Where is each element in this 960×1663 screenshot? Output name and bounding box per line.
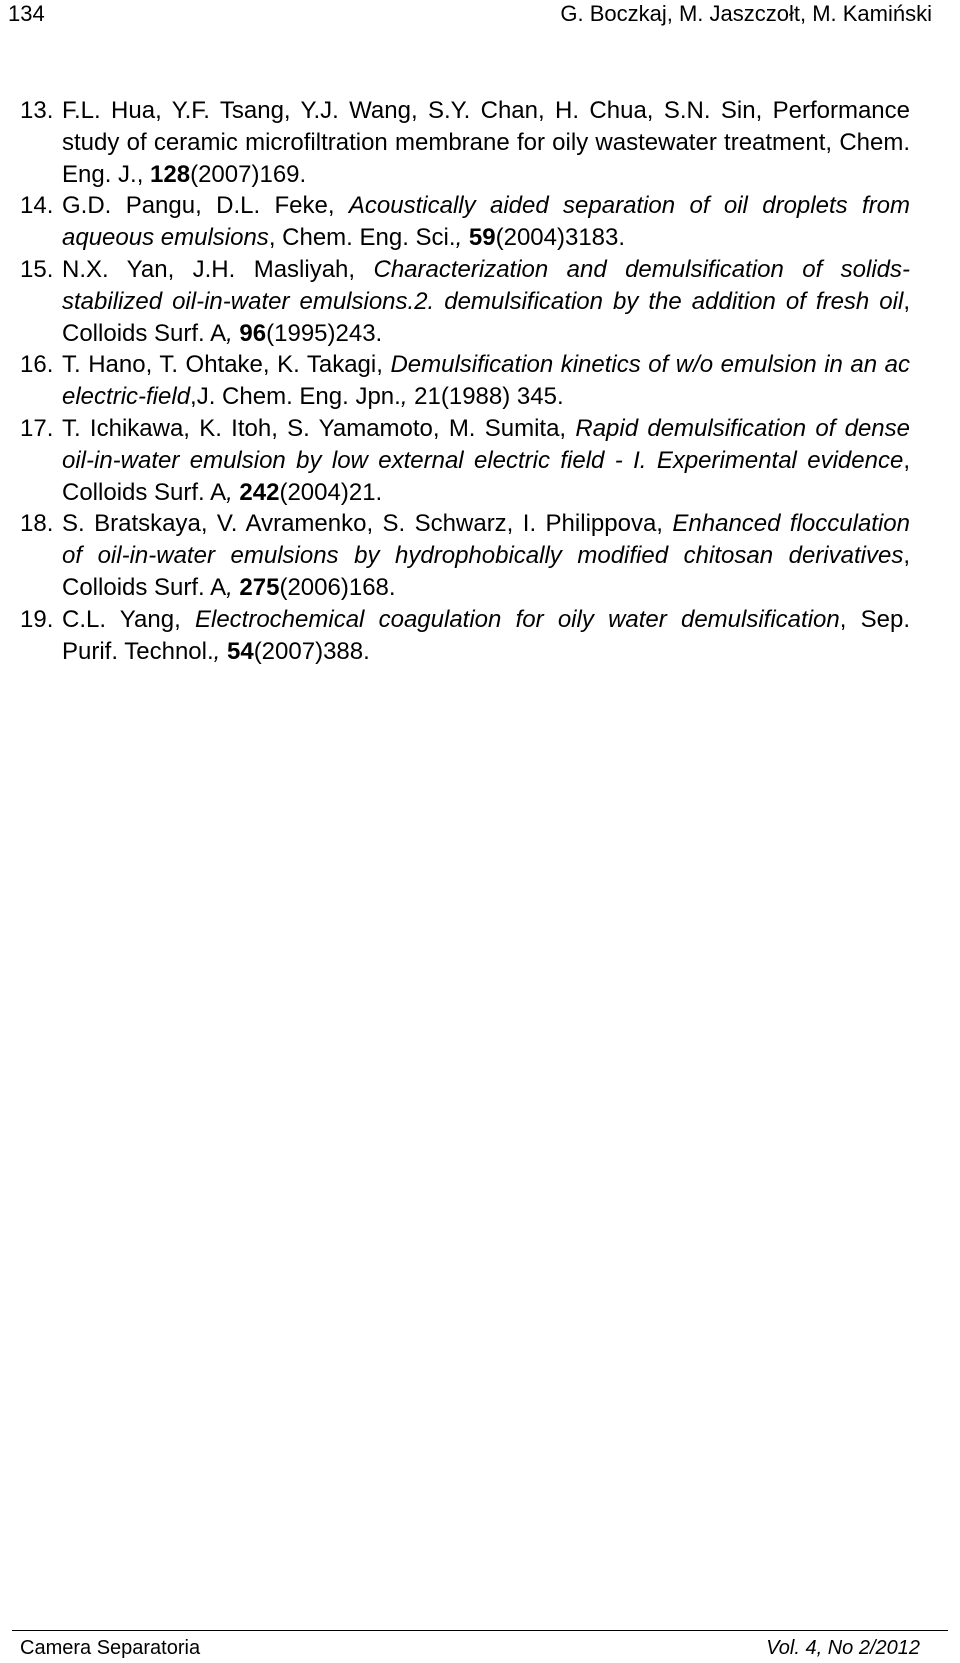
reference-text-segment: Rapid demulsification of dense oil-in-water emulsion by low external electric field - I. Experimental evidence <box>62 414 911 474</box>
reference-text <box>62 606 910 665</box>
reference-item <box>20 190 910 254</box>
reference-text-segment: 275 <box>239 573 280 601</box>
reference-text-segment: 21(1988) 345. <box>414 383 564 411</box>
reference-text-segment: , Colloids Surf. A <box>62 542 910 601</box>
reference-text-segment: Enhanced flocculation of oil-in-water emulsions by hydrophobically modified chitosan derivatives <box>62 510 911 570</box>
reference-text-segment: Demulsification kinetics of w/o emulsion in an ac electric-field <box>62 351 910 411</box>
reference-text <box>62 510 910 601</box>
reference-text-segment: F.L. Hua, Y.F. Tsang, Y.J. Wang, S.Y. Chan, H. Chua, S.N. Sin, Performance study of ceramic microfiltration membrane for oily wastewater treatment, Chem. Eng. J., <box>62 97 910 188</box>
reference-text-segment: , <box>455 224 469 252</box>
reference-text-segment: C.L. Yang, <box>62 605 195 633</box>
reference-text-segment: , <box>400 383 415 411</box>
reference-text-segment: , <box>226 573 240 601</box>
reference-item <box>20 95 910 190</box>
reference-text-segment: 96 <box>239 319 267 347</box>
reference-text-segment: T. Hano, T. Ohtake, K. Takagi, <box>62 351 391 379</box>
reference-text-segment: (2007)169. <box>190 160 307 188</box>
reference-item <box>20 604 910 668</box>
reference-text <box>62 256 910 347</box>
reference-text <box>62 192 910 251</box>
running-head-authors: G. Boczkaj, M. Jaszczołt, M. Kamiński <box>560 1 932 26</box>
reference-text-segment: , Sep. Purif. Technol. <box>62 605 910 665</box>
reference-number: 13. <box>20 97 54 124</box>
reference-text <box>62 97 910 188</box>
reference-item <box>20 413 910 508</box>
reference-text-segment: T. Ichikawa, K. Itoh, S. Yamamoto, M. Sumita, <box>62 414 576 442</box>
reference-text-segment: 242 <box>239 478 280 506</box>
footer-volume: Vol. 4, No 2/2012 <box>766 1637 920 1659</box>
reference-text-segment: , Colloids Surf. A <box>62 446 910 506</box>
reference-list <box>20 95 910 667</box>
reference-number: 16. <box>20 351 54 379</box>
reference-text-segment: G.D. Pangu, D.L. Feke, <box>62 192 349 220</box>
footer-rule <box>12 1630 948 1631</box>
reference-text <box>62 351 910 410</box>
reference-item <box>20 508 910 603</box>
reference-text-segment: (2004)21. <box>279 478 383 506</box>
reference-text-segment: ,J. Chem. Eng. Jpn. <box>190 383 401 411</box>
reference-text-segment: (2007)388. <box>253 637 370 665</box>
reference-number: 19. <box>20 605 54 633</box>
reference-text-segment: , <box>213 637 227 665</box>
reference-text <box>62 415 910 506</box>
reference-number: 17. <box>20 414 54 442</box>
reference-text-segment: 128 <box>150 160 191 188</box>
reference-text-segment: , <box>226 478 240 506</box>
reference-text-segment: (2006)168. <box>279 573 396 601</box>
reference-text-segment: Characterization and demulsification of solids-stabilized oil-in-water emulsions.2. demulsification by the addition of fresh oil <box>62 255 910 315</box>
reference-text-segment: 59 <box>468 224 496 252</box>
reference-text-segment: N.X. Yan, J.H. Masliyah, <box>62 255 374 283</box>
reference-text-segment: Acoustically aided separation of oil droplets from aqueous emulsions <box>62 192 910 252</box>
reference-number: 18. <box>20 510 54 538</box>
reference-text-segment: S. Bratskaya, V. Avramenko, S. Schwarz, I. Philippova, <box>62 510 673 538</box>
reference-text-segment: Electrochemical coagulation for oily water demulsification <box>194 605 840 633</box>
footer-journal-name: Camera Separatoria <box>20 1637 201 1659</box>
reference-number: 15. <box>20 255 54 283</box>
reference-number: 14. <box>20 192 54 220</box>
reference-item <box>20 254 910 349</box>
reference-text-segment: , <box>226 319 240 347</box>
page-number: 134 <box>8 1 45 26</box>
reference-text-segment: (1995)243. <box>266 319 383 347</box>
reference-text-segment: , Chem. Eng. Sci. <box>268 224 456 252</box>
reference-text-segment: , Colloids Surf. A <box>62 287 910 347</box>
reference-text-segment: (2004)3183. <box>495 224 626 252</box>
reference-item <box>20 349 910 413</box>
reference-text-segment: 54 <box>226 637 254 665</box>
